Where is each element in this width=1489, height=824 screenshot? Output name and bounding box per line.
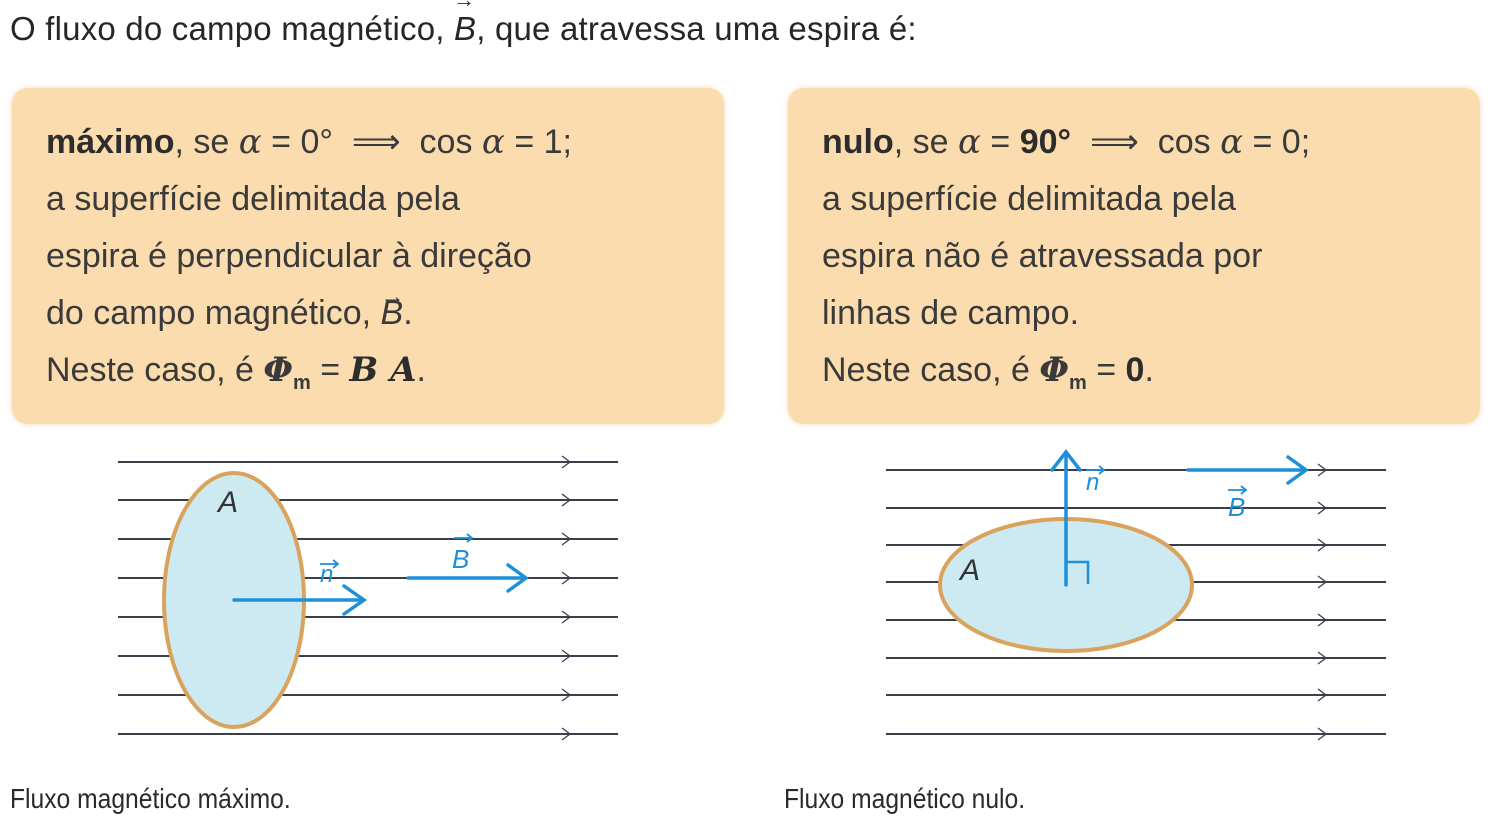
max-line-3: espira é perpendicular à direção bbox=[46, 237, 532, 275]
formula-value: B A bbox=[349, 350, 417, 390]
field-label: B bbox=[1228, 492, 1246, 522]
implies-symbol: ⟹ bbox=[1090, 123, 1139, 161]
max-keyword: máximo bbox=[46, 123, 175, 161]
normal-label: n bbox=[320, 561, 334, 588]
heading-text-end: , que atravessa uma espira é: bbox=[476, 10, 917, 47]
field-line-arrowheads bbox=[1318, 464, 1326, 740]
null-line-3: espira não é atravessada por bbox=[822, 237, 1263, 275]
null-line-2: a superfície delimitada pela bbox=[822, 180, 1236, 218]
normal-label: n bbox=[1086, 469, 1100, 496]
max-line-2: a superfície delimitada pela bbox=[46, 180, 460, 218]
field-label: B bbox=[452, 544, 470, 574]
null-condition-line: nulo, se α = 90° ⟹ cos α = 0; bbox=[822, 122, 1311, 162]
caption-max-flux: Fluxo magnético máximo. bbox=[10, 783, 291, 814]
null-line-4: linhas de campo. bbox=[822, 294, 1080, 332]
null-flux-diagram bbox=[870, 440, 1410, 750]
field-vector-arrow bbox=[1188, 457, 1306, 483]
phi-symbol: Φ bbox=[263, 350, 293, 390]
max-flux-box bbox=[12, 88, 724, 424]
caption-null-flux: Fluxo magnético nulo. bbox=[784, 783, 1026, 814]
vector-b: → B bbox=[381, 294, 404, 332]
formula-value: 0 bbox=[1125, 351, 1145, 389]
max-condition-line: máximo, se α = 0° ⟹ cos α = 1; bbox=[46, 122, 572, 162]
max-line-4: do campo magnético, → B. bbox=[46, 285, 704, 342]
phi-symbol: Φ bbox=[1039, 350, 1069, 390]
field-line-arrowheads bbox=[562, 456, 570, 740]
page-heading bbox=[10, 10, 1470, 48]
null-formula-line: Neste caso, é $\Phi_m = 0$. bbox=[822, 350, 1154, 394]
null-keyword: nulo bbox=[822, 123, 894, 161]
heading-vector-b: → B bbox=[454, 10, 476, 47]
max-flux-diagram bbox=[100, 440, 640, 750]
area-label: A bbox=[218, 486, 239, 519]
area-label: A bbox=[960, 554, 981, 587]
null-flux-box bbox=[788, 88, 1480, 424]
implies-symbol: ⟹ bbox=[351, 123, 401, 161]
max-formula-line: Neste caso, é $\Phi_m = B$ A. bbox=[46, 350, 426, 394]
heading-text: O fluxo do campo magnético, bbox=[10, 10, 454, 47]
